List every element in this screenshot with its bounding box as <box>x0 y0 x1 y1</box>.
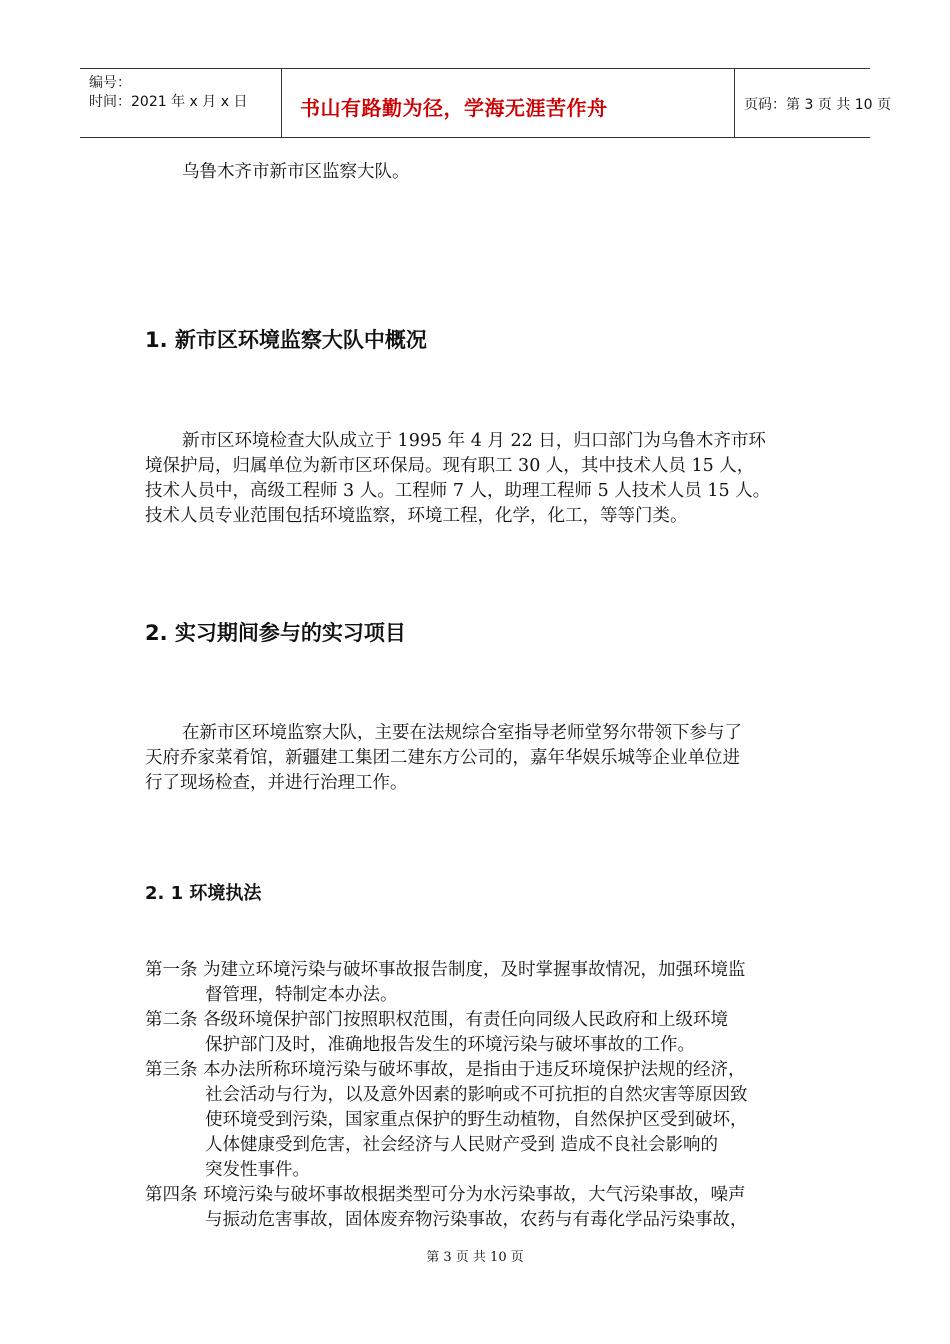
header-meta-cell <box>80 69 282 137</box>
article-1-line: 第一条 为建立环境污染与破坏事故报告制度，及时掌握事故情况，加强环境监 <box>145 960 746 980</box>
article-2-line: 保护部门及时，准确地报告发生的环境污染与破坏事故的工作。 <box>205 1035 695 1055</box>
section1-title: 1. 新市区环境监察大队中概况 <box>145 328 427 352</box>
paragraph-line: 技术人员中，高级工程师 3 人。工程师 7 人，助理工程师 5 人技术人员 15 人。 <box>145 481 771 501</box>
paragraph-line: 新市区环境检查大队成立于 1995 年 4 月 22 日，归口部门为乌鲁木齐市环 <box>182 431 766 451</box>
intro-line: 乌鲁木齐市新市区监察大队。 <box>182 162 410 182</box>
paragraph-line: 在新市区环境监察大队，主要在法规综合室指导老师堂努尔带领下参与了 <box>182 723 742 743</box>
article-4-line: 第四条 环境污染与破坏事故根据类型可分为水污染事故，大气污染事故，噪声 <box>145 1185 746 1205</box>
paragraph-line: 境保护局，归属单位为新市区环保局。现有职工 30 人，其中技术人员 15 人， <box>145 456 755 476</box>
time-label: 时间：2021 年 x 月 x 日 <box>89 94 248 110</box>
paragraph-line: 天府乔家菜肴馆，新疆建工集团二建东方公司的，嘉年华娱乐城等企业单位进 <box>145 748 740 768</box>
code-label: 编号： <box>89 75 131 91</box>
article-3-line: 社会活动与行为，以及意外因素的影响或不可抗拒的自然灾害等原因致 <box>205 1085 748 1105</box>
article-2-line: 第二条 各级环境保护部门按照职权范围，有责任向同级人民政府和上级环境 <box>145 1010 729 1030</box>
motto-text: 书山有路勤为径，学海无涯苦作舟 <box>300 96 608 120</box>
section1-paragraph <box>145 429 810 529</box>
article-3-line: 使环境受到污染，国家重点保护的野生动植物，自然保护区受到破坏， <box>205 1110 748 1130</box>
page-info: 页码：第 3 页 共 10 页 <box>744 97 891 113</box>
header-motto-cell <box>282 69 735 137</box>
page-header-table <box>80 68 891 138</box>
paragraph-line: 行了现场检查，并进行治理工作。 <box>145 773 408 793</box>
paragraph-line: 技术人员专业范围包括环境监察，环境工程，化学，化工，等等门类。 <box>145 506 688 526</box>
section21-title: 2. 1 环境执法 <box>145 883 262 904</box>
article-4-line: 与振动危害事故，固体废弃物污染事故，农药与有毒化学品污染事故， <box>205 1210 748 1230</box>
article-list <box>145 958 748 1233</box>
article-1-line: 督管理，特制定本办法。 <box>205 985 398 1005</box>
article-3-line: 第三条 本办法所称环境污染与破坏事故，是指由于违反环境保护法规的经济， <box>145 1060 746 1080</box>
page-footer: 第 3 页 共 10 页 <box>426 1250 524 1265</box>
header-page-cell <box>735 69 891 137</box>
article-3-line: 人体健康受到危害，社会经济与人民财产受到 造成不良社会影响的 <box>205 1135 719 1155</box>
article-3-line: 突发性事件。 <box>205 1160 310 1180</box>
section2-paragraph <box>145 721 810 796</box>
section2-title: 2. 实习期间参与的实习项目 <box>145 621 406 645</box>
